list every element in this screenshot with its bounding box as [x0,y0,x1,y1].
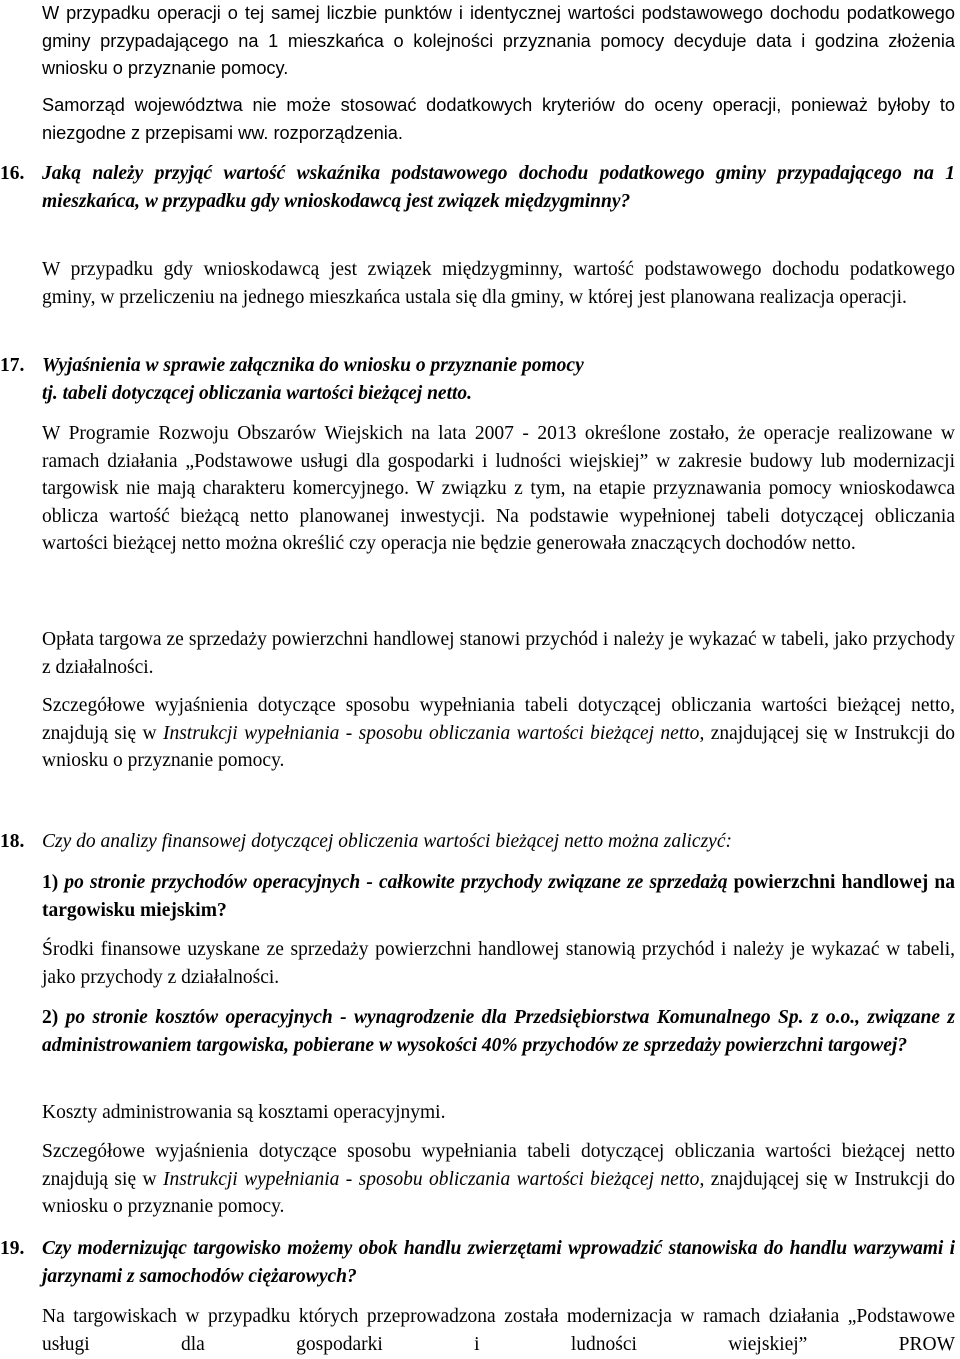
item-text-bold: powierzchni handlowej na targowisku miejskim? [42,872,956,921]
question-text [42,352,584,407]
answer-18-item-1: Środki finansowe uzyskane ze sprzedaży powierzchni handlowej stanowią przychód i należy je wykazać w tabeli, jako przychody z działalności. [42,939,955,988]
text-segment: Szczegółowe wyjaśnienia dotyczące sposobu wypełniania tabeli dotyczącej obliczania wartości bieżącej netto, znajdują się w [42,695,955,744]
question-text: Czy modernizując targowisko możemy obok handlu zwierzętami wprowadzić stanowiska do handlu warzywami i jarzynami z samochodów ciężarowych? [42,1238,955,1287]
paragraph-no-extra-criteria: Samorząd województwa nie może stosować dodatkowych kryteriów do oceny operacji, ponieważ byłoby to niezgodne z przepisami ww. rozporządzenia. [42,95,955,143]
question-text: Czy do analizy finansowej dotyczącej obliczenia wartości bieżącej netto można zaliczyć: [42,831,732,852]
question-text-line1: Wyjaśnienia w sprawie załącznika do wniosku o przyznanie pomocy [42,355,584,376]
answer-17-market-fee: Opłata targowa ze sprzedaży powierzchni handlowej stanowi przychód i należy je wykazać w tabeli, jako przychody z działalności. [42,629,955,678]
answer-16: W przypadku gdy wnioskodawcą jest związek międzygminny, wartość podstawowego dochodu podatkowego gminy, w przeliczeniu na jednego mieszkańca ustala się dla gminy, w której jest planowana realizacja operacji. [42,259,955,308]
question-number: 18. [0,831,25,852]
question-number: 17. [0,355,25,376]
item-number: 1) [42,872,59,893]
answer-19: Na targowiskach w przypadku których przeprowadzona została modernizacja w ramach działania „Podstawowe usługi dla gospodarki i ludności wiejskiej” PROW [42,1306,955,1355]
text-segment: Szczegółowe wyjaśnienia dotyczące sposobu wypełniania tabeli dotyczącej obliczania wartości bieżącej netto znajdują się w [42,1141,955,1190]
question-text: Jaką należy przyjąć wartość wskaźnika podstawowego dochodu podatkowego gminy przypadającego na 1 mieszkańca, w przypadku gdy wnioskodawcą jest związek międzygminny? [42,163,955,212]
question-17 [0,352,584,407]
instruction-title: Instrukcji wypełniania - sposobu obliczania wartości bieżącej netto [162,1168,700,1190]
answer-18-item-2: Koszty administrowania są kosztami operacyjnymi. [42,1102,446,1123]
answer-17-instructions [42,692,955,775]
question-19 [0,1235,955,1290]
text-segment: , znajdującej się w Instrukcji do wniosku o przyznanie pomocy. [42,1168,955,1218]
answer-18-instructions [42,1138,955,1221]
text-segment: , znajdującej się w Instrukcji do wniosku o przyznanie pomocy. [42,722,955,772]
instruction-title: Instrukcji wypełniania - sposobu obliczania wartości bieżącej netto [162,722,700,744]
question-16 [0,160,955,215]
item-number: 2) [42,1007,59,1028]
paragraph-points-tie: W przypadku operacji o tej samej liczbie punktów i identycznej wartości podstawowego dochodu podatkowego gminy przypadającego na 1 mieszkańca o kolejności przyznania pomocy decyduje data i godzina złożenia wniosku o przyznanie pomocy. [42,3,955,79]
answer-17-npv-explanation: W Programie Rozwoju Obszarów Wiejskich na lata 2007 - 2013 określone zostało, że operacje realizowane w ramach działania „Podstawowe usługi dla gospodarki i ludności wiejskiej” w zakresie budowy lub modernizacji targowisk nie mają charakteru komercyjnego. W związku z tym, na etapie przyznawania pomocy wnioskodawca oblicza wartość bieżącą netto planowanej inwestycji. Na podstawie wypełnionej tabeli dotyczącej obliczania wartości bieżącej netto można określić czy operacja nie będzie generowała znaczących dochodów netto. [42,423,955,555]
question-number: 19. [0,1238,25,1259]
question-number: 16. [0,163,25,184]
item-text-italic: po stronie przychodów operacyjnych - całkowite przychody związane ze sprzedażą [64,872,728,893]
question-18-item-2 [42,1004,955,1059]
question-18 [0,828,732,856]
question-text-line2: tj. tabeli dotyczącej obliczania wartości bieżącej netto. [42,382,473,404]
question-18-item-1 [42,869,955,924]
item-text: po stronie kosztów operacyjnych - wynagrodzenie dla Przedsiębiorstwa Komunalnego Sp. z o.o., związane z administrowaniem targowiska, pobierane w wysokości 40% przychodów ze sprzedaży powierzchni targowej? [42,1007,955,1056]
